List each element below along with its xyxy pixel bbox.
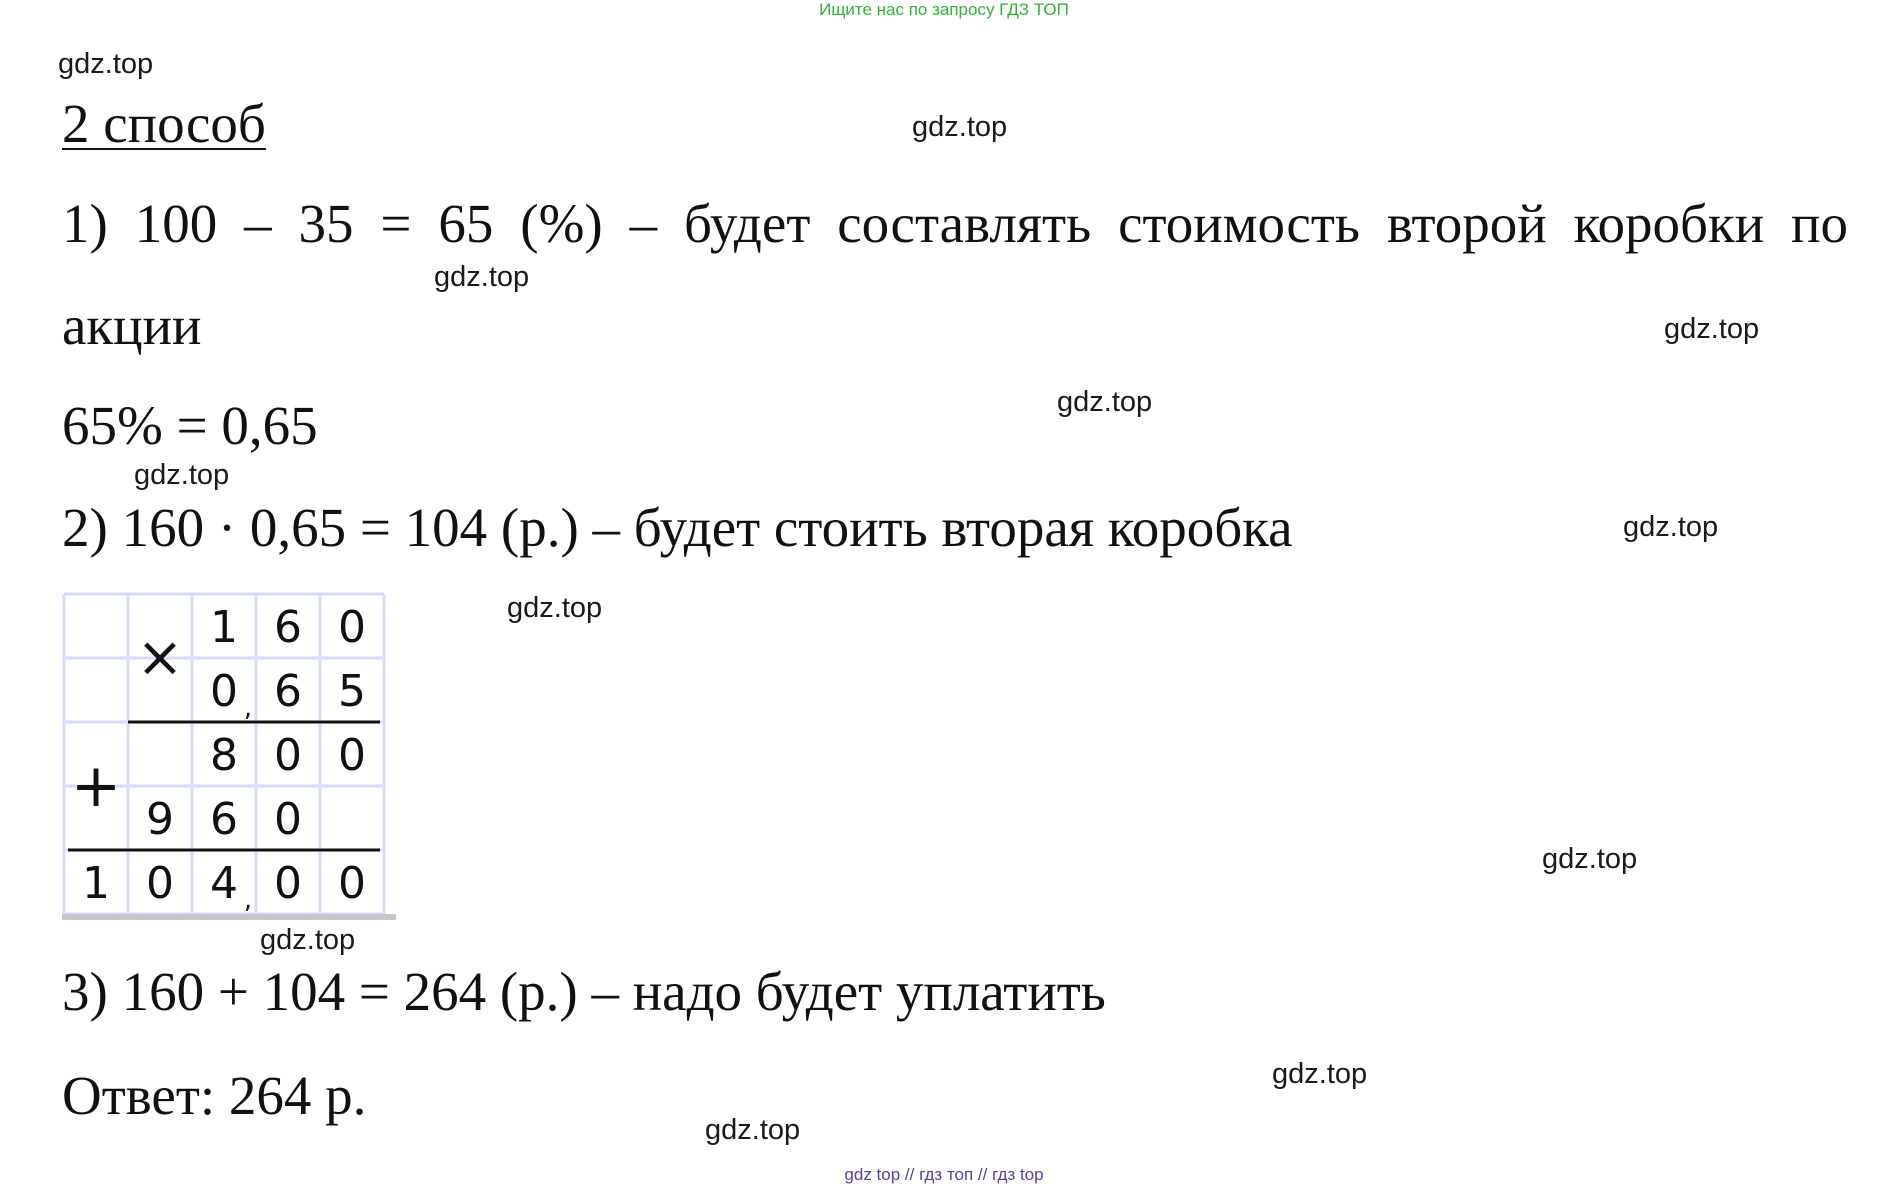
- watermark: gdz.top: [912, 111, 1008, 143]
- watermark: gdz.top: [705, 1114, 801, 1146]
- watermark: gdz.top: [507, 592, 603, 624]
- watermark: gdz.top: [1664, 313, 1760, 345]
- step3-text: 3) 160 + 104 = 264 (р.) – надо будет уплатить: [62, 961, 1106, 1022]
- multiply-sign: ×: [136, 625, 184, 690]
- digit: 6: [210, 794, 238, 845]
- digit: 4: [210, 858, 238, 909]
- column-multiplication-grid: [62, 592, 396, 922]
- digit: 0: [210, 666, 238, 717]
- watermark: gdz.top: [1542, 843, 1638, 875]
- watermark: gdz.top: [1057, 386, 1153, 418]
- digit: 9: [146, 794, 174, 845]
- watermark: gdz.top: [260, 924, 356, 956]
- answer-text: Ответ: 264 р.: [62, 1065, 367, 1126]
- digit: 8: [210, 730, 238, 781]
- footer-links: gdz top // гдз топ // гдз top: [844, 1165, 1044, 1184]
- digit: 0: [274, 858, 302, 909]
- step1-text: 1) 100 – 35 = 65 (%) – будет составлять стоимость второй коробки по: [62, 193, 1848, 254]
- decimal-comma: ,: [243, 693, 253, 723]
- watermark: gdz.top: [134, 459, 230, 491]
- digit: 0: [338, 602, 366, 653]
- step2-text: 2) 160 · 0,65 = 104 (р.) – будет стоить вторая коробка: [62, 497, 1293, 558]
- column-multiplication: [62, 592, 396, 922]
- watermark: gdz.top: [434, 261, 530, 293]
- digit: 6: [274, 602, 302, 653]
- digit: 0: [338, 858, 366, 909]
- digit: 5: [338, 666, 366, 717]
- digit: 6: [274, 666, 302, 717]
- top-banner: Ищите нас по запросу ГДЗ ТОП: [819, 0, 1069, 19]
- digit: 1: [82, 858, 110, 909]
- digit: 1: [210, 602, 238, 653]
- grid-bottom-edge: [62, 914, 396, 920]
- percent-conversion: 65% = 0,65: [62, 395, 318, 456]
- decimal-comma: ,: [243, 885, 253, 915]
- plus-sign: +: [70, 751, 122, 821]
- digit: 0: [274, 794, 302, 845]
- solution-heading: 2 способ: [62, 93, 266, 154]
- watermark: gdz.top: [58, 48, 154, 80]
- watermark: gdz.top: [1272, 1058, 1368, 1090]
- digit: 0: [338, 730, 366, 781]
- digit: 0: [146, 858, 174, 909]
- watermark: gdz.top: [1623, 511, 1719, 543]
- step1-continuation: акции: [62, 295, 202, 356]
- digit: 0: [274, 730, 302, 781]
